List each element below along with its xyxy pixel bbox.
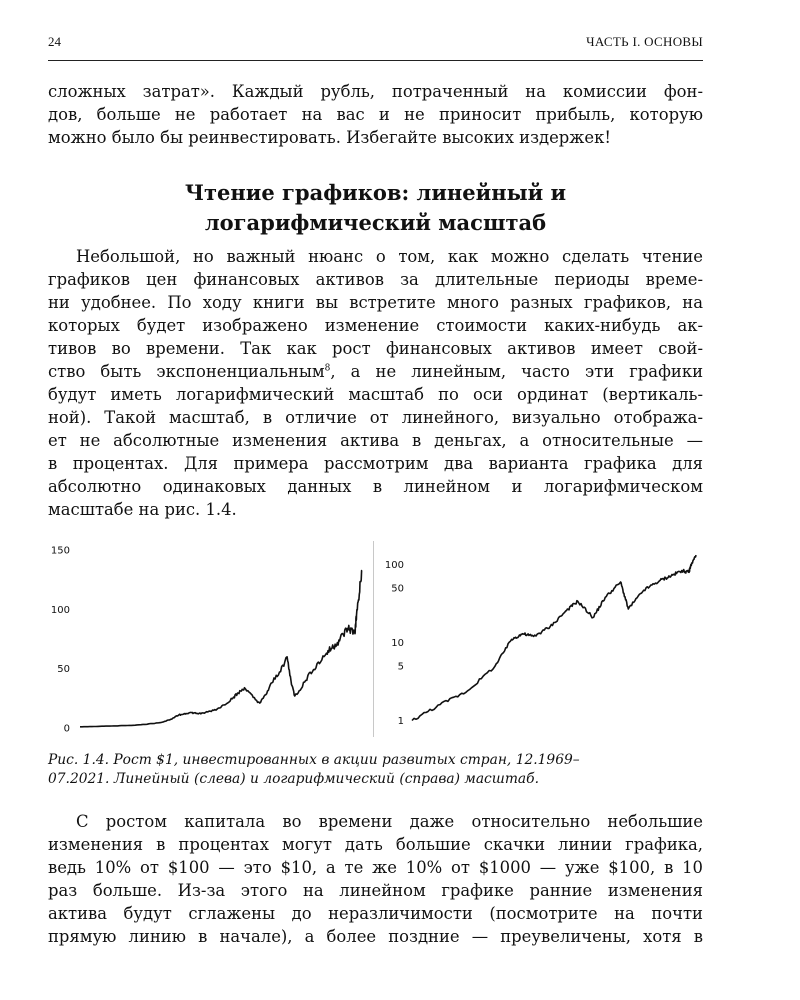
text-line: масштабе на рис. 1.4. xyxy=(48,500,237,519)
y-tick-label: 1 xyxy=(397,715,404,727)
caption-line-2: 07.2021. Линейный (слева) и логарифмический (справа) масштаб. xyxy=(48,771,539,787)
figure-caption xyxy=(48,751,703,789)
y-tick-label: 0 xyxy=(63,723,70,735)
text-line: тивов во времени. Так как рост финансовых активов имеет свой- xyxy=(48,339,703,358)
linear-chart-svg xyxy=(40,540,370,740)
y-tick-label: 10 xyxy=(391,638,404,650)
body-paragraph-1 xyxy=(48,245,703,521)
text-line: раз больше. Из-за этого на линейном графике ранние изменения xyxy=(48,881,703,900)
text-line: в процентах. Для примера рассмотрим два варианта графика для xyxy=(48,454,703,473)
text-line: ни удобнее. По ходу книги вы встретите много разных графиков, на xyxy=(48,293,703,312)
text-fragment: , а не линейным, часто эти графики xyxy=(330,362,703,381)
caption-line-1: Рис. 1.4. Рост $1, инвестированных в акции развитых стран, 12.1969– xyxy=(48,752,580,768)
text-line: ет не абсолютные изменения актива в деньгах, а относительные — xyxy=(48,431,703,450)
log-chart-svg xyxy=(380,540,710,740)
y-tick-label: 150 xyxy=(50,545,70,557)
log-chart xyxy=(380,540,710,740)
text-line-with-footnote xyxy=(48,360,703,383)
page-number: 24 xyxy=(48,34,61,49)
y-tick-label: 100 xyxy=(50,604,70,616)
text-line: С ростом капитала во времени даже относительно небольшие xyxy=(76,812,703,831)
series-line xyxy=(412,555,696,720)
section-title xyxy=(48,178,703,238)
y-tick-label: 50 xyxy=(391,583,404,595)
y-tick-label: 50 xyxy=(57,664,70,676)
series-line xyxy=(80,570,362,727)
section-title-line-1: Чтение графиков: линейный и xyxy=(184,180,567,205)
section-title-line-2: логарифмический масштаб xyxy=(204,210,547,235)
text-line: будут иметь логарифмический масштаб по оси ординат (вертикаль- xyxy=(48,385,703,404)
y-tick-label: 100 xyxy=(384,560,404,572)
text-fragment: ство быть экспоненциальным xyxy=(48,362,325,381)
text-line: актива будут сглажены до неразличимости (посмотрите на почти xyxy=(48,904,703,923)
chart-divider xyxy=(373,541,374,737)
text-line: прямую линию в начале), а более поздние — преувеличены, хотя в xyxy=(48,927,703,946)
text-line: Небольшой, но важный нюанс о том, как можно сделать чтение xyxy=(76,247,703,266)
text-line: ной). Такой масштаб, в отличие от линейного, визуально отобража- xyxy=(48,408,703,427)
footnote-ref[interactable]: 8 xyxy=(324,363,331,374)
text-line: сложных затрат». Каждый рубль, потраченный на комиссии фон- xyxy=(48,82,703,101)
header-rule xyxy=(48,60,703,61)
linear-chart xyxy=(40,540,370,740)
y-tick-label: 5 xyxy=(397,661,404,673)
running-header xyxy=(48,34,703,56)
body-paragraph-2 xyxy=(48,810,703,948)
intro-paragraph xyxy=(48,80,703,149)
text-line: абсолютно одинаковых данных в линейном и логарифмическом xyxy=(48,477,703,496)
text-line: ведь 10% от $100 — это $10, а те же 10% от $1000 — уже $100, в 10 xyxy=(48,858,703,877)
text-line: которых будет изображено изменение стоимости каких-нибудь ак- xyxy=(48,316,703,335)
running-title: ЧАСТЬ I. ОСНОВЫ xyxy=(586,34,703,49)
text-line: графиков цен финансовых активов за длительные периоды време- xyxy=(48,270,703,289)
text-line: изменения в процентах могут дать большие скачки линии графика, xyxy=(48,835,703,854)
text-line: дов, больше не работает на вас и не приносит прибыль, которую xyxy=(48,105,703,124)
text-line: можно было бы реинвестировать. Избегайте высоких издержек! xyxy=(48,128,611,147)
